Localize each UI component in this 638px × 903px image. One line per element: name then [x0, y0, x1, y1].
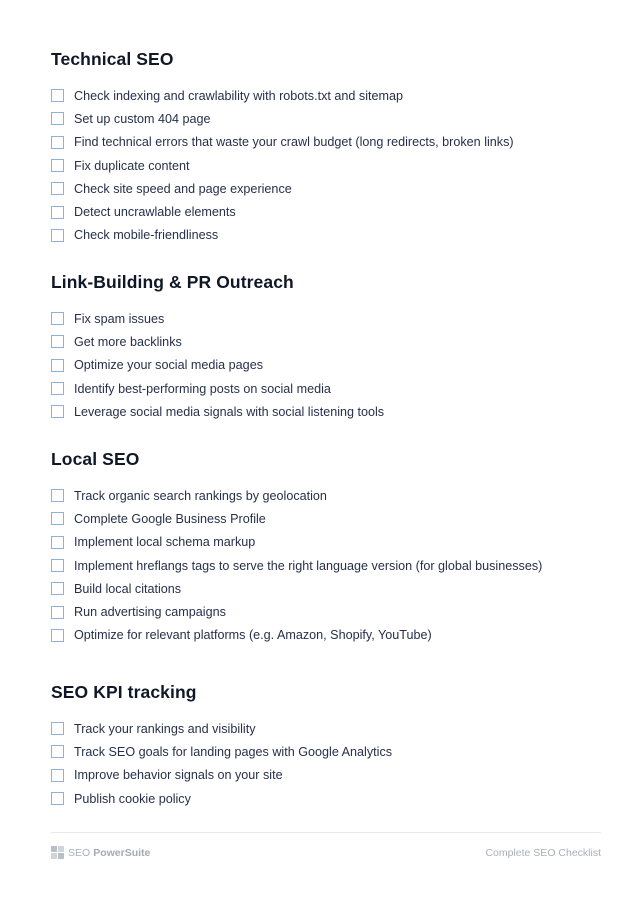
checklist-item: [51, 484, 608, 507]
checklist-item-label: Check site speed and page experience: [74, 181, 292, 196]
section-title: Technical SEO: [51, 49, 174, 69]
checklist-item-label: Fix spam issues: [74, 311, 165, 326]
checklist-item: [51, 400, 608, 423]
checklist-item-label: Identify best-performing posts on social media: [74, 381, 331, 396]
checklist-item: [51, 354, 608, 377]
checkbox[interactable]: [51, 582, 64, 595]
checklist-item: [51, 131, 608, 154]
checkbox[interactable]: [51, 606, 64, 619]
checklist: [51, 307, 608, 423]
section-technical-seo: [51, 48, 608, 247]
checkbox[interactable]: [51, 182, 64, 195]
checklist-item-label: Complete Google Business Profile: [74, 511, 266, 526]
checklist-item-label: Build local citations: [74, 581, 182, 596]
checklist: [51, 84, 608, 247]
checklist-item: [51, 377, 608, 400]
document-title: Complete SEO Checklist: [485, 846, 601, 859]
checkbox[interactable]: [51, 792, 64, 805]
checklist-item: [51, 600, 608, 623]
powersuite-logo-icon: [51, 846, 64, 859]
section-seo-kpi-tracking: [51, 681, 608, 810]
checklist-item: [51, 717, 608, 740]
checklist-item: [51, 787, 608, 810]
checklist-item-label: Run advertising campaigns: [74, 605, 226, 620]
checklist-item: [51, 554, 608, 577]
checklist-item: [51, 577, 608, 600]
checklist-item: [51, 740, 608, 763]
checklist-item: [51, 531, 608, 554]
checklist-item-label: Detect uncrawlable elements: [74, 205, 236, 220]
checklist-item-label: Find technical errors that waste your crawl budget (long redirects, broken links): [74, 135, 514, 150]
section-title: Local SEO: [51, 449, 140, 469]
checkbox[interactable]: [51, 536, 64, 549]
checkbox[interactable]: [51, 359, 64, 372]
checkbox[interactable]: [51, 112, 64, 125]
checklist: [51, 484, 608, 647]
checkbox[interactable]: [51, 629, 64, 642]
checklist-item: [51, 224, 608, 247]
checklist-item: [51, 84, 608, 107]
checklist-item-label: Implement hreflangs tags to serve the right language version (for global businesses): [74, 558, 543, 573]
brand-name: PowerSuite: [93, 846, 151, 859]
checklist-item: [51, 330, 608, 353]
section-title: Link-Building & PR Outreach: [51, 272, 294, 292]
checkbox[interactable]: [51, 335, 64, 348]
checklist-item-label: Optimize your social media pages: [74, 358, 263, 373]
brand-prefix: SEO: [68, 846, 91, 859]
checklist: [51, 717, 608, 810]
checklist-item-label: Check mobile-friendliness: [74, 228, 219, 243]
checklist-item: [51, 507, 608, 530]
checklist-item: [51, 177, 608, 200]
section-link-building: [51, 271, 608, 423]
checklist-item-label: Optimize for relevant platforms (e.g. Amazon, Shopify, YouTube): [74, 628, 432, 643]
checkbox[interactable]: [51, 722, 64, 735]
checkbox[interactable]: [51, 136, 64, 149]
checklist-item-label: Leverage social media signals with social listening tools: [74, 404, 385, 419]
checkbox[interactable]: [51, 89, 64, 102]
section-local-seo: [51, 448, 608, 647]
checkbox[interactable]: [51, 745, 64, 758]
checklist-item: [51, 307, 608, 330]
checkbox[interactable]: [51, 159, 64, 172]
checkbox[interactable]: [51, 489, 64, 502]
checklist-item-label: Check indexing and crawlability with robots.txt and sitemap: [74, 88, 403, 103]
section-title: SEO KPI tracking: [51, 682, 197, 702]
checklist-item-label: Track organic search rankings by geolocation: [74, 488, 327, 503]
checklist-item-label: Fix duplicate content: [74, 158, 190, 173]
checklist-item: [51, 624, 608, 647]
checkbox[interactable]: [51, 559, 64, 572]
checklist-item-label: Publish cookie policy: [74, 791, 191, 806]
checklist-item: [51, 764, 608, 787]
checklist-item-label: Set up custom 404 page: [74, 111, 211, 126]
checklist-item-label: Improve behavior signals on your site: [74, 768, 283, 783]
footer: [51, 846, 601, 859]
brand: [51, 846, 150, 859]
checklist-item-label: Track SEO goals for landing pages with Google Analytics: [74, 744, 393, 759]
checkbox[interactable]: [51, 382, 64, 395]
checklist-item-label: Track your rankings and visibility: [74, 721, 256, 736]
checklist-item-label: Implement local schema markup: [74, 535, 256, 550]
checklist-item: [51, 200, 608, 223]
checklist-item: [51, 107, 608, 130]
footer-divider: [51, 832, 601, 833]
checklist-item-label: Get more backlinks: [74, 334, 182, 349]
checkbox[interactable]: [51, 769, 64, 782]
checkbox[interactable]: [51, 229, 64, 242]
checklist-item: [51, 154, 608, 177]
checkbox[interactable]: [51, 512, 64, 525]
checkbox[interactable]: [51, 312, 64, 325]
checkbox[interactable]: [51, 206, 64, 219]
checkbox[interactable]: [51, 405, 64, 418]
